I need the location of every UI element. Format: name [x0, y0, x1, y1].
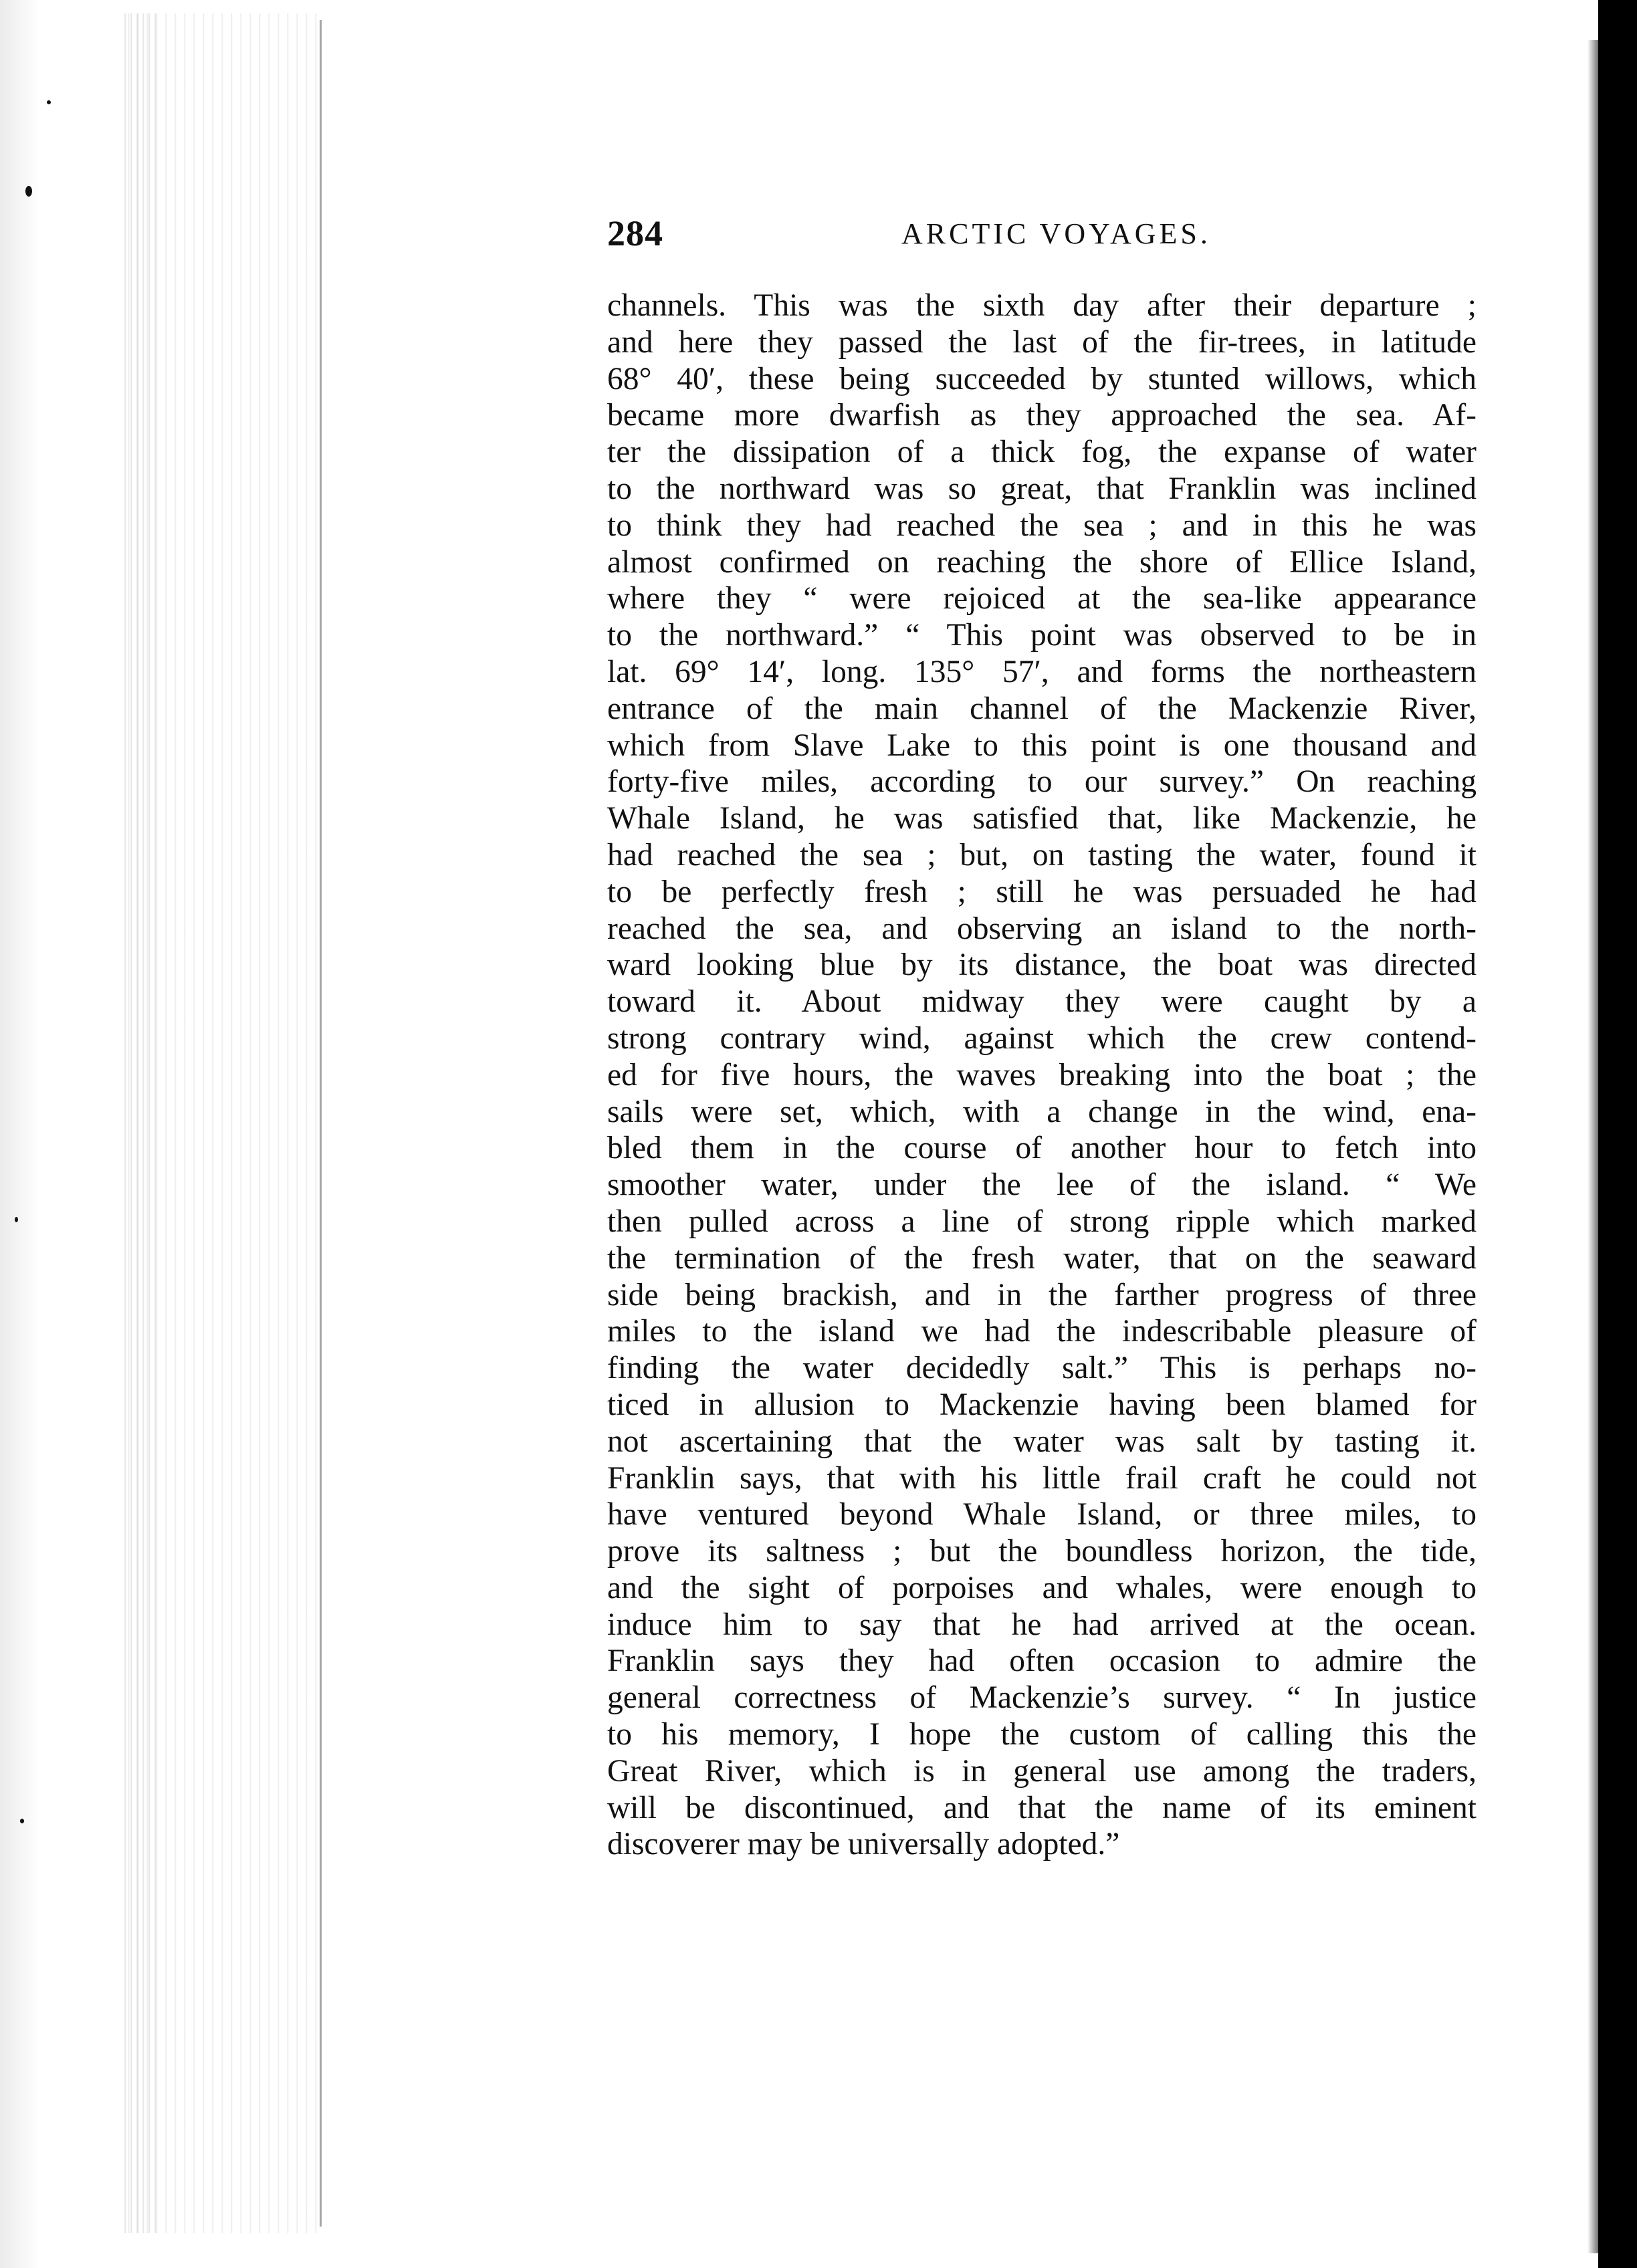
text-line: side being brackish, and in the farther progress of three: [607, 1277, 1477, 1313]
running-title: ARCTIC VOYAGES.: [901, 217, 1211, 250]
text-line: and here they passed the last of the fir-trees, in latitude: [607, 324, 1477, 360]
text-line: lat. 69° 14′, long. 135° 57′, and forms the northeastern: [607, 654, 1477, 689]
text-line: bled them in the course of another hour to fetch into: [607, 1131, 1477, 1166]
text-line: became more dwarfish as they approached the sea. Af-: [607, 398, 1477, 433]
text-line: not ascertaining that the water was salt by tasting it.: [607, 1424, 1477, 1459]
text-line: Great River, which is in general use among the traders,: [607, 1753, 1477, 1789]
text-line: ed for five hours, the waves breaking into the boat ; the: [607, 1057, 1477, 1093]
running-head: [607, 213, 1477, 266]
text-line: Franklin says, that with his little frail craft he could not: [607, 1460, 1477, 1496]
text-line: to the northward was so great, that Franklin was inclined: [607, 471, 1477, 506]
text-line: to think they had reached the sea ; and in this he was: [607, 507, 1477, 543]
scan-speck: [25, 186, 32, 197]
text-line: where they “ were rejoiced at the sea-like appearance: [607, 581, 1477, 616]
text-line: strong contrary wind, against which the crew contend-: [607, 1020, 1477, 1056]
page-edge-line: [320, 20, 322, 2227]
body-text: [607, 288, 1477, 1863]
right-gutter-shadow: [1588, 40, 1598, 2253]
text-line: channels. This was the sixth day after their departure ;: [607, 288, 1477, 323]
text-line: ter the dissipation of a thick fog, the expanse of water: [607, 435, 1477, 470]
text-line: sails were set, which, with a change in the wind, ena-: [607, 1094, 1477, 1129]
text-line: prove its saltness ; but the boundless horizon, the tide,: [607, 1534, 1477, 1569]
text-line: induce him to say that he had arrived at the ocean.: [607, 1607, 1477, 1642]
text-line: forty-five miles, according to our survey.” On reaching: [607, 764, 1477, 800]
text-line: and the sight of porpoises and whales, were enough to: [607, 1570, 1477, 1605]
text-line: general correctness of Mackenzie’s survey. “ In justice: [607, 1680, 1477, 1716]
scan-speck: [47, 100, 51, 104]
text-line: to be perfectly fresh ; still he was persuaded he had: [607, 874, 1477, 909]
text-line: to his memory, I hope the custom of calling this the: [607, 1717, 1477, 1752]
right-scan-border: [1598, 0, 1637, 2268]
left-shadow: [0, 0, 40, 2268]
text-line: ward looking blue by its distance, the boat was directed: [607, 947, 1477, 983]
text-line: discoverer may be universally adopted.”: [607, 1827, 1120, 1862]
text-line: miles to the island we had the indescribable pleasure of: [607, 1314, 1477, 1349]
text-line: entrance of the main channel of the Mackenzie River,: [607, 691, 1477, 726]
text-line: 68° 40′, these being succeeded by stunted willows, which: [607, 361, 1477, 396]
text-line: had reached the sea ; but, on tasting the water, found it: [607, 837, 1477, 873]
text-line: which from Slave Lake to this point is one thousand and: [607, 727, 1477, 763]
text-line: the termination of the fresh water, that on the seaward: [607, 1240, 1477, 1276]
text-line: have ventured beyond Whale Island, or three miles, to: [607, 1497, 1477, 1533]
text-line: will be discontinued, and that the name of its eminent: [607, 1790, 1477, 1825]
text-line: reached the sea, and observing an island to the north-: [607, 911, 1477, 946]
scan-speck: [20, 1819, 24, 1823]
text-line: smoother water, under the lee of the island. “ We: [607, 1167, 1477, 1203]
text-line: ticed in allusion to Mackenzie having been blamed for: [607, 1387, 1477, 1422]
scan-speck: [15, 1217, 18, 1222]
text-line: finding the water decidedly salt.” This is perhaps no-: [607, 1351, 1477, 1386]
text-line: almost confirmed on reaching the shore of Ellice Island,: [607, 544, 1477, 580]
text-line: to the northward.” “ This point was observed to be in: [607, 618, 1477, 653]
page-edges: [120, 13, 321, 2233]
text-line: then pulled across a line of strong ripple which marked: [607, 1204, 1477, 1239]
page-number: 284: [607, 213, 663, 253]
text-line: Franklin says they had often occasion to admire the: [607, 1643, 1477, 1679]
text-line: Whale Island, he was satisfied that, like Mackenzie, he: [607, 801, 1477, 836]
text-line: toward it. About midway they were caught by a: [607, 984, 1477, 1020]
